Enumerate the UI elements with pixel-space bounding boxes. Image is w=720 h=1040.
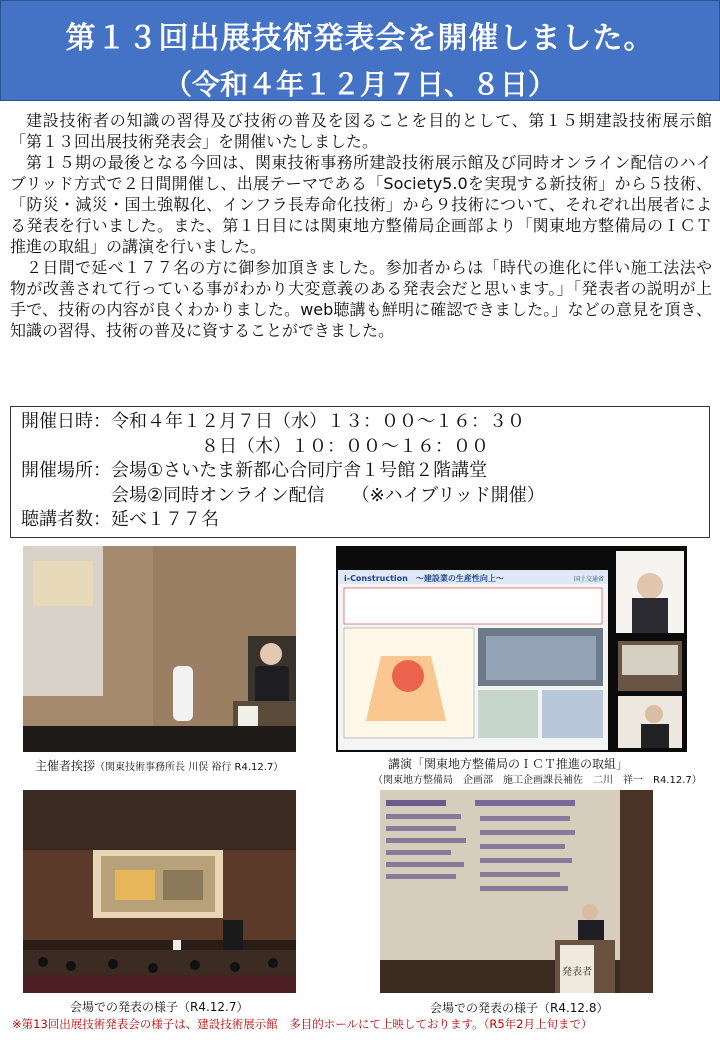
paragraph-3: ２日間で延べ１７７名の方に御参加頂きました。参加者からは「時代の進化に伴い施工法法や物が改善されて行っている事がわかり大変意義のある発表会だと思います。」「発表者の説明が上手で、技術の内容が良くわかりました。web聴講も鮮明に確認できました。」などの意見を頂き、知識の習得、技術の普及に資することができました。 [10, 258, 712, 340]
footnote: ※第13回出展技術発表会の様子は、建設技術展示館 多目的ホールにて上映しております。（R5年2月上旬まで） [12, 1017, 593, 1031]
caption-venue-day2: 会場での発表の様子（R4.12.8） [430, 1001, 609, 1015]
info-venue-1: 開催場所：会場①さいたま新都心合同庁舎１号館２階講堂 [21, 460, 488, 481]
caption-organizer-greeting [35, 757, 283, 774]
info-venue-2: 会場②同時オンライン配信 （※ハイブリッド開催） [21, 484, 545, 506]
caption-main: 講演「関東地方整備局のＩＣＴ推進の取組」 [388, 757, 629, 771]
caption-lecture-ict [388, 755, 628, 772]
photo-organizer-greeting [23, 546, 296, 752]
info-date-day2: ８日（木）１０：００～１６：００ [21, 435, 489, 457]
title-banner [0, 0, 720, 101]
paragraph-2: 第１５期の最後となる今回は、関東技術事務所建設技術展示館及び同時オンライン配信のハイブリッド方式で２日間開催し、出展テーマである「Society5.0を実現する新技術」から５技術、「防災・減災・国土強靱化、インフラ長寿命化技術」から９技術について、それぞれ出展者による発表を行いました。また、第１日目には関東地方整備局企画部より「関東地方整備局のＩＣＴ推進の取組」の講演を行いました。 [10, 153, 712, 256]
caption-venue-day1: 会場での発表の様子（R4.12.7） [70, 1000, 249, 1014]
photo-lecture-ict [336, 546, 687, 752]
podium-sign-2: 発表者 [562, 967, 592, 978]
caption-main: 主催者挨拶 [35, 759, 96, 773]
caption-lecture-ict-sub: （関東地方整備局 企画部 施工企画課長補佐 二川 祥一 R4.12.7） [373, 775, 702, 786]
body-text [10, 110, 712, 341]
info-date-day1: 開催日時：令和４年１２月７日（水）１３：００～１６：３０ [21, 411, 525, 432]
info-attendees: 聴講者数：延べ１７７名 [21, 509, 219, 530]
photo-venue-day1 [23, 790, 296, 993]
caption-sub: （関東技術事務所長 川俣 裕行 R4.12.7） [95, 762, 284, 773]
paragraph-1: 建設技術者の知識の習得及び技術の普及を図ることを目的として、第１５期建設技術展示館「第１３回出展技術発表会」を開催いたしました。 [10, 111, 712, 151]
slide-logo: 国土交通省 [574, 576, 605, 583]
event-info-box [10, 406, 710, 538]
slide-title: i-Construction ～建設業の生産性向上～ [344, 574, 504, 583]
photo-venue-day2 [380, 790, 653, 993]
page-title: 第１３回出展技術発表会を開催しました。 [65, 21, 655, 56]
page-subtitle-date: （令和４年１２月７日、８日） [163, 68, 556, 101]
